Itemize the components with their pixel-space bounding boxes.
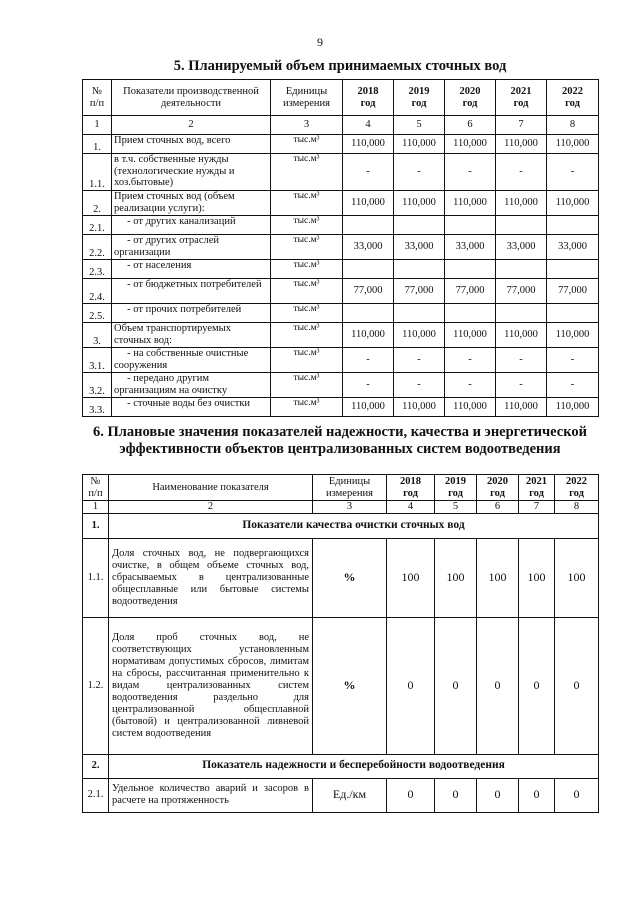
row-unit: %	[313, 617, 387, 754]
group-number: 1.	[83, 513, 109, 538]
row-unit: тыс.м³	[271, 398, 343, 417]
row-unit: тыс.м³	[271, 154, 343, 191]
row-value: 0	[477, 617, 519, 754]
row-value: -	[496, 373, 547, 398]
row-name: Прием сточных вод, всего	[112, 135, 271, 154]
header-unit: Единицы измерения	[271, 80, 343, 116]
index-cell: 2	[112, 116, 271, 135]
row-unit: тыс.м³	[271, 279, 343, 304]
header-num: № п/п	[83, 475, 109, 501]
row-unit: тыс.м³	[271, 235, 343, 260]
row-value	[496, 304, 547, 323]
section-5-title: 5. Планируемый объем принимаемых сточных вод	[173, 58, 507, 74]
header-year: 2020 год	[477, 475, 519, 501]
header-year: 2022 год	[547, 80, 599, 116]
row-value: 33,000	[343, 235, 394, 260]
row-unit: %	[313, 538, 387, 617]
row-number: 3.2.	[83, 373, 112, 398]
header-year: 2019 год	[394, 80, 445, 116]
header-year: 2021 год	[519, 475, 555, 501]
row-value: 77,000	[394, 279, 445, 304]
row-value	[445, 260, 496, 279]
table-row	[83, 538, 599, 617]
row-value	[547, 216, 599, 235]
row-value: 33,000	[547, 235, 599, 260]
row-value: -	[343, 154, 394, 191]
row-unit: тыс.м³	[271, 373, 343, 398]
row-number: 1.2.	[83, 617, 109, 754]
row-value	[343, 260, 394, 279]
table-row	[83, 235, 599, 260]
table-row	[83, 348, 599, 373]
row-number: 2.4.	[83, 279, 112, 304]
index-cell: 3	[313, 501, 387, 514]
row-name: - от других канализаций	[112, 216, 271, 235]
wastewater-indicators-table	[82, 474, 599, 813]
row-name: - от других отраслей организации	[112, 235, 271, 260]
table-row	[83, 154, 599, 191]
row-value: 100	[519, 538, 555, 617]
row-value	[394, 260, 445, 279]
row-value: -	[547, 348, 599, 373]
row-unit: тыс.м³	[271, 323, 343, 348]
row-value: -	[547, 373, 599, 398]
page-number: 9	[317, 35, 323, 49]
table-row	[83, 260, 599, 279]
row-value: -	[394, 154, 445, 191]
row-value: 33,000	[445, 235, 496, 260]
group-number: 2.	[83, 754, 109, 778]
row-value: -	[547, 154, 599, 191]
row-name: - от населения	[112, 260, 271, 279]
wastewater-volume-table	[82, 79, 599, 417]
header-num: № п/п	[83, 80, 112, 116]
row-name: - от прочих потребителей	[112, 304, 271, 323]
row-number: 1.	[83, 135, 112, 154]
section-6-title: 6. Плановые значения показателей надежности, качества и энергетической эффективности объектов централизованных систем водоотведения	[93, 424, 587, 457]
header-year: 2020 год	[445, 80, 496, 116]
header-name: Наименование показателя	[109, 475, 313, 501]
row-value: 100	[387, 538, 435, 617]
row-unit: тыс.м³	[271, 348, 343, 373]
row-name: - на собственные очистные сооружения	[112, 348, 271, 373]
row-value: 110,000	[445, 398, 496, 417]
row-value: 110,000	[547, 323, 599, 348]
table-row	[83, 617, 599, 754]
row-value: -	[445, 348, 496, 373]
row-value: -	[343, 348, 394, 373]
index-cell: 5	[394, 116, 445, 135]
row-value: 0	[555, 778, 599, 812]
row-unit: тыс.м³	[271, 216, 343, 235]
index-cell: 7	[496, 116, 547, 135]
row-value: 110,000	[394, 191, 445, 216]
index-cell: 8	[547, 116, 599, 135]
row-value	[394, 216, 445, 235]
row-value: 110,000	[343, 191, 394, 216]
row-number: 3.	[83, 323, 112, 348]
row-value: 110,000	[343, 323, 394, 348]
row-name: Объем транспортируемых сточных вод:	[112, 323, 271, 348]
row-value: 100	[477, 538, 519, 617]
row-value	[343, 304, 394, 323]
header-name: Показатели производственной деятельности	[112, 80, 271, 116]
index-cell: 3	[271, 116, 343, 135]
row-value: 100	[555, 538, 599, 617]
index-cell: 6	[445, 116, 496, 135]
row-unit: тыс.м³	[271, 191, 343, 216]
header-year: 2018 год	[387, 475, 435, 501]
row-name: - сточные воды без очистки	[112, 398, 271, 417]
index-cell: 1	[83, 501, 109, 514]
index-cell: 1	[83, 116, 112, 135]
row-value: -	[445, 154, 496, 191]
table-row	[83, 135, 599, 154]
row-number: 2.	[83, 191, 112, 216]
row-value	[547, 304, 599, 323]
row-value: 110,000	[496, 398, 547, 417]
index-cell: 6	[477, 501, 519, 514]
row-value: -	[394, 373, 445, 398]
row-value: 110,000	[394, 135, 445, 154]
group-title: Показатель надежности и бесперебойности водоотведения	[109, 754, 599, 778]
row-value: 110,000	[445, 191, 496, 216]
row-value	[394, 304, 445, 323]
row-value: 77,000	[343, 279, 394, 304]
table-row	[83, 304, 599, 323]
index-cell: 8	[555, 501, 599, 514]
index-cell: 7	[519, 501, 555, 514]
table-row	[83, 216, 599, 235]
row-name: Доля проб сточных вод, не соответствующих установленным нормативам допустимых сбросов, лимитам на сбросы, рассчитанная применительно к видам централизованных систем водоотведения раздельно для централизованной общесплавной (бытовой) и централизованной ливневой систем водоотведения	[109, 617, 313, 754]
row-value: 110,000	[445, 135, 496, 154]
group-row	[83, 513, 599, 538]
row-value: -	[496, 348, 547, 373]
table-row	[83, 778, 599, 812]
group-title: Показатели качества очистки сточных вод	[109, 513, 599, 538]
row-value: -	[394, 348, 445, 373]
row-value: 77,000	[547, 279, 599, 304]
row-value	[445, 304, 496, 323]
row-value: 110,000	[547, 135, 599, 154]
row-value: 110,000	[394, 323, 445, 348]
row-value: 0	[519, 778, 555, 812]
row-number: 1.1.	[83, 538, 109, 617]
row-number: 3.1.	[83, 348, 112, 373]
table-row	[83, 373, 599, 398]
row-unit: тыс.м³	[271, 260, 343, 279]
row-value	[445, 216, 496, 235]
table-row	[83, 323, 599, 348]
row-value	[496, 216, 547, 235]
index-cell: 4	[387, 501, 435, 514]
row-value: 0	[387, 617, 435, 754]
header-year: 2018 год	[343, 80, 394, 116]
row-value: 110,000	[343, 135, 394, 154]
row-value	[496, 260, 547, 279]
row-unit: тыс.м³	[271, 304, 343, 323]
row-value: 33,000	[394, 235, 445, 260]
row-value: 0	[555, 617, 599, 754]
row-number: 2.5.	[83, 304, 112, 323]
header-year: 2022 год	[555, 475, 599, 501]
table-row	[83, 279, 599, 304]
group-row	[83, 754, 599, 778]
row-value: -	[445, 373, 496, 398]
row-name: Прием сточных вод (объем реализации услуги):	[112, 191, 271, 216]
row-value: 77,000	[445, 279, 496, 304]
row-value: 33,000	[496, 235, 547, 260]
row-name: Удельное количество аварий и засоров в расчете на протяженность	[109, 778, 313, 812]
row-value: -	[496, 154, 547, 191]
row-value: 110,000	[343, 398, 394, 417]
row-name: - от бюджетных потребителей	[112, 279, 271, 304]
row-unit: тыс.м³	[271, 135, 343, 154]
row-value: 0	[435, 617, 477, 754]
row-number: 2.3.	[83, 260, 112, 279]
header-unit: Единицы измерения	[313, 475, 387, 501]
row-number: 1.1.	[83, 154, 112, 191]
table-row	[83, 398, 599, 417]
index-cell: 2	[109, 501, 313, 514]
row-value: 110,000	[445, 323, 496, 348]
row-value: 110,000	[496, 323, 547, 348]
row-name: - передано другим организациям на очистку	[112, 373, 271, 398]
header-year: 2021 год	[496, 80, 547, 116]
row-value	[547, 260, 599, 279]
row-value: 77,000	[496, 279, 547, 304]
row-name: Доля сточных вод, не подвергающихся очистке, в общем объеме сточных вод, сбрасываемых в централизованные общесплавные или бытовые системы водоотведения	[109, 538, 313, 617]
row-name: в т.ч. собственные нужды (технологические нужды и хоз.бытовые)	[112, 154, 271, 191]
index-cell: 4	[343, 116, 394, 135]
table-row	[83, 191, 599, 216]
row-number: 2.1.	[83, 778, 109, 812]
index-cell: 5	[435, 501, 477, 514]
row-value: 110,000	[394, 398, 445, 417]
row-value: 110,000	[496, 191, 547, 216]
row-number: 2.2.	[83, 235, 112, 260]
header-year: 2019 год	[435, 475, 477, 501]
row-value: 0	[435, 778, 477, 812]
row-number: 2.1.	[83, 216, 112, 235]
row-unit: Ед./км	[313, 778, 387, 812]
row-value: 0	[519, 617, 555, 754]
row-value: 110,000	[547, 398, 599, 417]
row-value: -	[343, 373, 394, 398]
row-value: 110,000	[547, 191, 599, 216]
row-value: 110,000	[496, 135, 547, 154]
row-value: 100	[435, 538, 477, 617]
row-value: 0	[387, 778, 435, 812]
row-value	[343, 216, 394, 235]
row-number: 3.3.	[83, 398, 112, 417]
row-value: 0	[477, 778, 519, 812]
